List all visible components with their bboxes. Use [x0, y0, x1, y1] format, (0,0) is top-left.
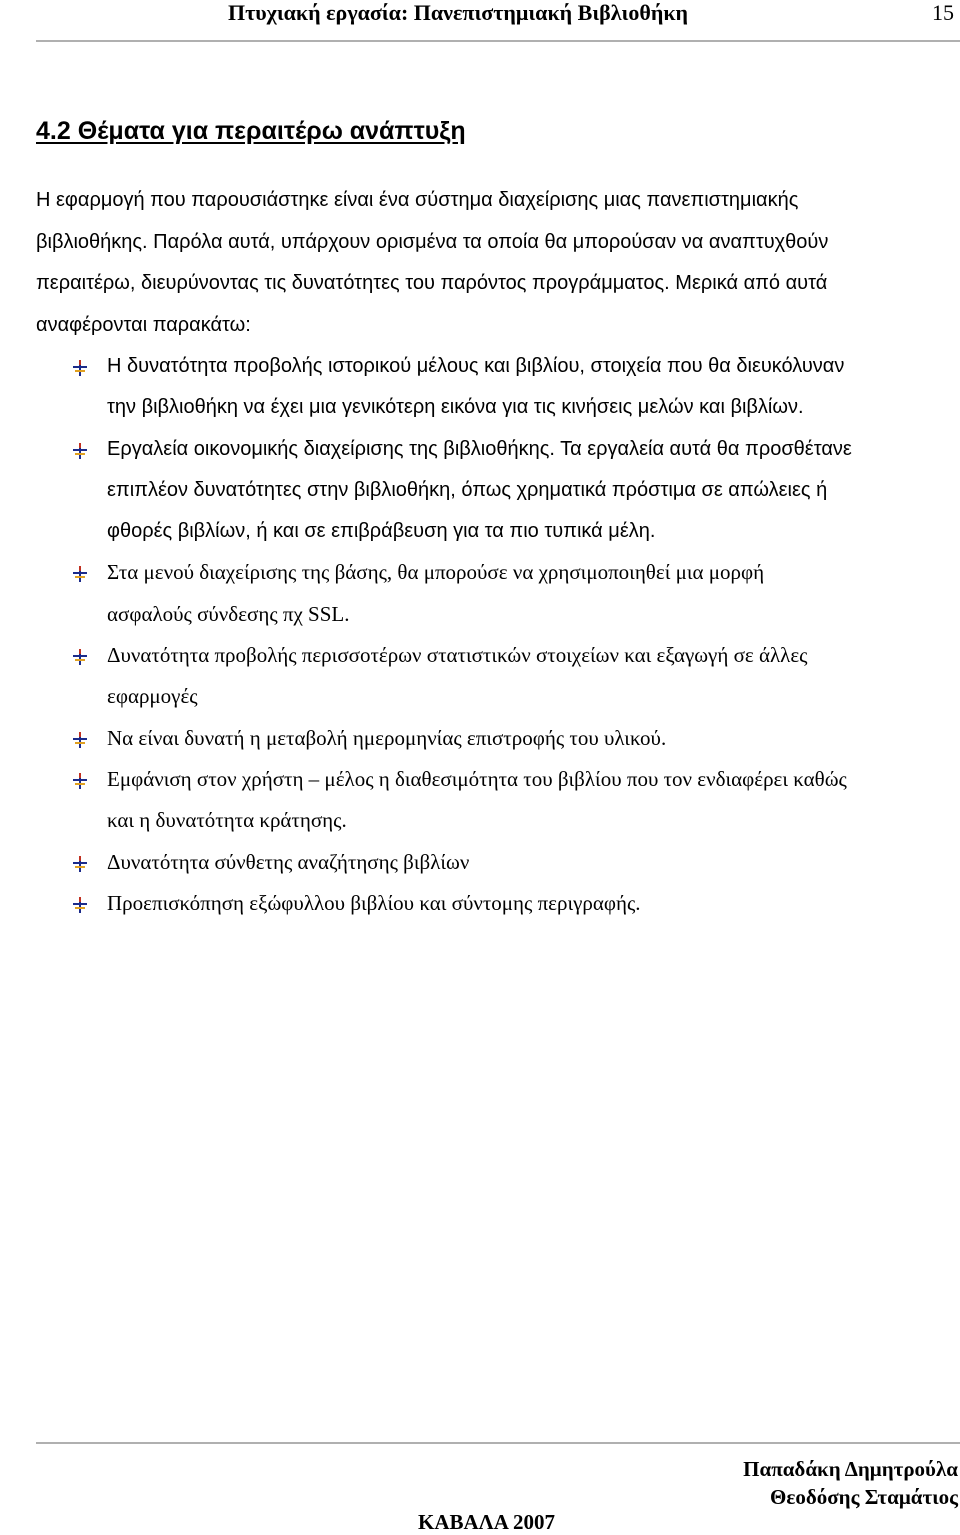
section-heading: 4.2 Θέματα για περαιτέρω ανάπτυξη [36, 117, 466, 145]
footer-author-1: Παπαδάκη Δημητρούλα [743, 1457, 958, 1481]
feature-list [0, 346, 960, 924]
pushpin-bullet-icon [70, 855, 90, 873]
intro-paragraph [36, 180, 960, 346]
pushpin-bullet-icon [70, 565, 90, 583]
footer-place-year: ΚΑΒΑΛΑ 2007 [418, 1510, 555, 1534]
page-number: 15 [932, 0, 954, 25]
pushpin-bullet-icon [70, 648, 90, 666]
list-item-line: Εργαλεία οικονομικής διαχείρισης της βιβλιοθήκης. Τα εργαλεία αυτά θα προσθέτανε [107, 437, 852, 460]
list-item [0, 635, 960, 718]
list-item [0, 842, 960, 883]
list-item-line: την βιβλιοθήκη να έχει μια γενικότερη εικόνα για τις κινήσεις μελών και βιβλίων. [107, 396, 804, 419]
list-item-line: φθορές βιβλίων, ή και σε επιβράβευση για τα πιο τυπικά μέλη. [107, 520, 656, 543]
page-header-title: Πτυχιακή εργασία: Πανεπιστημιακή Βιβλιοθήκη [228, 0, 689, 25]
pushpin-bullet-icon [70, 772, 90, 790]
pushpin-bullet-icon [70, 442, 90, 460]
list-item [0, 718, 960, 759]
list-item [0, 883, 960, 924]
list-item-line: Προεπισκόπηση εξώφυλλου βιβλίου και σύντομης περιγραφής. [107, 890, 641, 915]
list-item-line: Στα μενού διαχείρισης της βάσης, θα μπορούσε να χρησιμοποιηθεί μια μορφή [107, 560, 765, 585]
list-item [0, 759, 960, 842]
list-item [0, 346, 960, 429]
footer-divider [36, 1442, 960, 1444]
intro-line: βιβλιοθήκης. Παρόλα αυτά, υπάρχουν ορισμένα τα οποία θα μπορούσαν να αναπτυχθούν [36, 230, 829, 253]
list-item-line: ασφαλούς σύνδεσης πχ SSL. [107, 601, 350, 626]
header-divider [36, 40, 960, 42]
pushpin-bullet-icon [70, 896, 90, 914]
intro-line: περαιτέρω, διευρύνοντας τις δυνατότητες του παρόντος προγράμματος. Μερικά από αυτά [36, 272, 828, 294]
list-item-line: Δυνατότητα σύνθετης αναζήτησης βιβλίων [107, 849, 470, 874]
list-item-line: και η δυνατότητα κράτησης. [107, 808, 347, 833]
list-item-line: Δυνατότητα προβολής περισσοτέρων στατιστικών στοιχείων και εξαγωγή σε άλλες [107, 643, 808, 668]
list-item-line: επιπλέον δυνατότητες στην βιβλιοθήκη, όπως χρηματικά πρόστιμα σε απώλειες ή [107, 478, 828, 501]
list-item-line: εφαρμογές [107, 684, 198, 709]
list-item-line: Η δυνατότητα προβολής ιστορικού μέλους και βιβλίου, στοιχεία που θα διευκόλυναν [107, 355, 845, 377]
list-item-line: Εμφάνιση στον χρήστη – μέλος η διαθεσιμότητα του βιβλίου που τον ενδιαφέρει καθώς [107, 766, 847, 791]
intro-line: αναφέρονται παρακάτω: [36, 313, 251, 336]
list-item [0, 552, 960, 635]
pushpin-bullet-icon [70, 359, 90, 377]
list-item [0, 429, 960, 553]
footer-author-2: Θεοδόσης Σταμάτιος [770, 1485, 958, 1509]
pushpin-bullet-icon [70, 731, 90, 749]
intro-line: Η εφαρμογή που παρουσιάστηκε είναι ένα σύστημα διαχείρισης μιας πανεπιστημιακής [36, 189, 799, 211]
list-item-line: Να είναι δυνατή η μεταβολή ημερομηνίας επιστροφής του υλικού. [107, 725, 667, 750]
